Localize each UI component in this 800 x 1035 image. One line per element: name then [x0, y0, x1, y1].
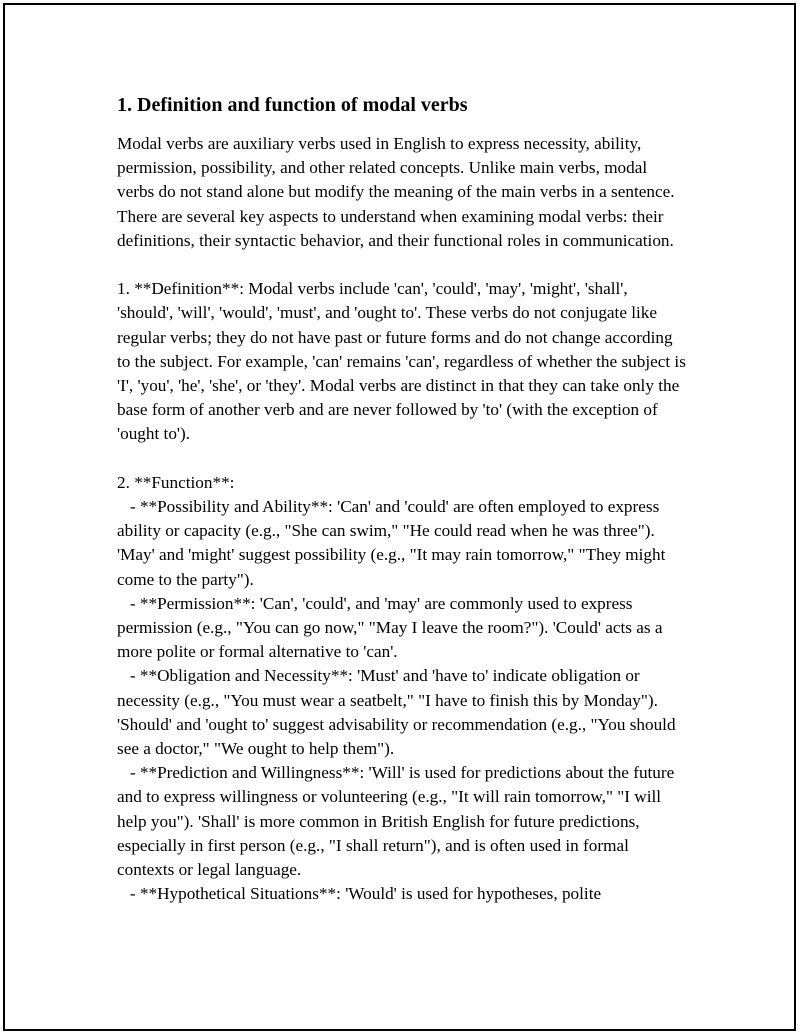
function-header: 2. **Function**: — [117, 472, 235, 492]
function-item-prediction: - **Prediction and Willingness**: 'Will' is used for predictions about the future and to express willingness or volunteering (e.g., "It will rain tomorrow," "I will help you"). 'Shall' is more common in British English for future predictions, especially in first person (e.g., "I shall return"), and is often used in formal contexts or legal language. — [117, 763, 679, 880]
function-item-hypothetical: - **Hypothetical Situations**: 'Would' is used for hypotheses, polite — [117, 884, 602, 904]
section-heading: 1. Definition and function of modal verbs — [117, 94, 468, 116]
paragraph-spacer — [117, 253, 687, 277]
function-item-permission: - **Permission**: 'Can', 'could', and 'may' are commonly used to express permission (e.g., "You can go now," "May I leave the room?"). 'Could' acts as a more polite or formal alternative to 'can'. — [117, 593, 667, 662]
document-body — [117, 92, 691, 906]
definition-paragraph: 1. **Definition**: Modal verbs include 'can', 'could', 'may', 'might', 'shall', 'should', 'will', 'would', 'must', and 'ought to'. These verbs do not conjugate like regular verbs; they do not have past or future forms and do not change according to the subject. For example, 'can' remains 'can', regardless of whether the subject is 'I', 'you', 'he', 'she', or 'they'. Modal verbs are distinct in that they can take only the base form of another verb and are never followed by 'to' (with the exception of 'ought to'). — [117, 279, 691, 444]
paragraph-spacer — [117, 447, 687, 471]
function-item-possibility: - **Possibility and Ability**: 'Can' and 'could' are often employed to express ability or capacity (e.g., "She can swim," "He could read when he was three"). 'May' and 'might' suggest possibility (e.g., "It may rain tomorrow," "They might come to the party"). — [117, 497, 670, 589]
intro-paragraph: Modal verbs are auxiliary verbs used in English to express necessity, ability, permission, possibility, and other related concepts. Unlike main verbs, modal verbs do not stand alone but modify the meaning of the main verbs in a sentence. There are several key aspects to understand when examining modal verbs: their definitions, their syntactic behavior, and their functional roles in communication. — [117, 134, 679, 250]
function-item-obligation: - **Obligation and Necessity**: 'Must' and 'have to' indicate obligation or necessity (e.g., "You must wear a seatbelt," "I have to finish this by Monday"). 'Should' and 'ought to' suggest advisability or recommendation (e.g., "You should see a doctor," "We ought to help them"). — [117, 666, 680, 759]
